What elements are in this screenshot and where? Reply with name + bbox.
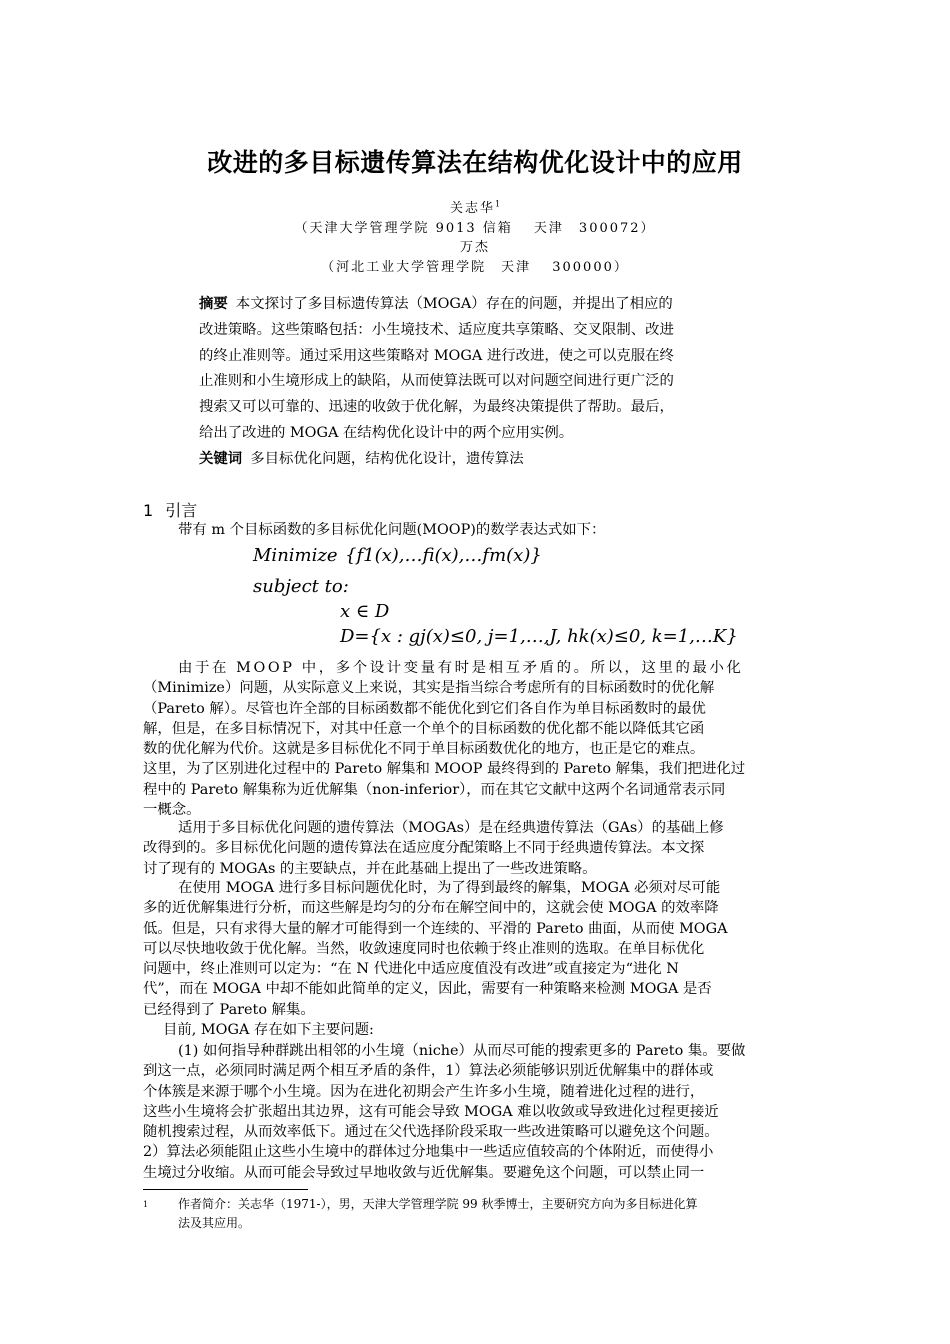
paragraph-line: 随机搜索过程，从而效率低下。通过在父代选择阶段采取一些改进策略可以避免这个问题。 [143, 1124, 719, 1141]
objective-vector: {f1(x),…fi(x),…fm(x)} [345, 545, 542, 566]
abstract-line: 改进策略。这些策略包括：小生境技术、适应度共享策略、交叉限制、改进 [199, 321, 674, 338]
keywords-label: 关键词 [199, 450, 243, 467]
paragraph-line: 程中的 Pareto 解集称为近优解集（non-inferior），而在其它文献中这两个名词通常表示同 [143, 781, 726, 798]
paragraph-line: (1) 如何指导种群跳出相邻的小生境（niche）从而尽可能的搜索更多的 Pareto 集。要做 [178, 1043, 746, 1059]
section-heading [143, 498, 197, 521]
paragraph-line: 这里，为了区别进化过程中的 Pareto 解集和 MOOP 最终得到的 Pareto 解集，我们把进化过 [143, 761, 746, 778]
equation-objectives [345, 545, 542, 566]
paragraph-line: 由于在 MOOP 中，多个设计变量有时是相互矛盾的。所以，这里的最小化 [178, 660, 744, 676]
paragraph-2 [143, 818, 811, 879]
footnote-ref: 1 [494, 199, 501, 209]
paragraph-line: （Minimize）问题，从实际意义上来说，其实是指当综合考虑所有的目标函数时的优化解 [143, 680, 715, 697]
paragraph-line: 这些小生境将会扩张超出其边界，这有可能会导致 MOGA 难以收敛或导致进化过程更接近 [143, 1103, 719, 1120]
abstract-line: 搜索又可以可靠的、迅速的收敛于优化解，为最终决策提供了帮助。最后， [199, 399, 674, 416]
equation-D-definition: D={x : gj(x)≤0, j=1,…,J, hk(x)≤0, k=1,…K} [340, 626, 738, 647]
intro-line: 带有 m 个目标函数的多目标优化问题(MOOP)的数学表达式如下： [178, 522, 606, 538]
paragraph-line: 多的近优解集进行分析，而这些解是均匀的分布在解空间中的，这就会使 MOGA 的效率降 [143, 900, 719, 917]
paragraph-line: 个体簇是来源于哪个小生境。因为在进化初期会产生许多小生境，随着进化过程的进行， [143, 1083, 705, 1100]
equation-minimize-label: Minimize [253, 545, 338, 566]
paragraph-line: 解，但是，在多目标情况下，对其中任意一个单个的目标函数的优化都不能以降低其它函 [143, 720, 705, 737]
section-intro [143, 520, 811, 540]
paragraph-line: 讨了现有的 MOGAs 的主要缺点，并在此基础上提出了一些改进策略。 [143, 860, 597, 877]
section-title: 引言 [165, 501, 198, 520]
paragraph-line: 到这一点，必须同时满足两个相互矛盾的条件，1）算法必须能够识别近优解集中的群体或 [143, 1063, 714, 1080]
abstract-line: 止准则和小生境形成上的缺陷，从而使算法既可以对问题空间进行更广泛的 [199, 373, 674, 390]
footnote [143, 1195, 811, 1233]
paragraph-line: 改得到的。多目标优化问题的遗传算法在适应度分配策略上不同于经典遗传算法。本文探 [143, 840, 705, 857]
footnote-line: 作者简介：关志华（1971-），男，天津大学管理学院 99 秋季博士，主要研究方向为多目标进化算 [178, 1197, 698, 1211]
abstract-label: 摘要 [199, 296, 228, 312]
paragraph-line: 一概念。 [143, 802, 201, 819]
paragraph-line: 生境过分收缩。从而可能会导致过早地收敛与近优解集。要避免这个问题，可以禁止同一 [143, 1164, 705, 1181]
footnote-divider [143, 1189, 308, 1190]
equation-subject-to: subject to: [253, 576, 349, 597]
section-number: 1 [143, 501, 154, 520]
footnote-line: 法及其应用。 [178, 1216, 251, 1230]
paragraph-line: 低。但是，只有求得大量的解才可能得到一个连续的、平滑的 Pareto 曲面，从而使 MOGA [143, 920, 728, 937]
paragraph-line: 目前, MOGA 存在如下主要问题: [163, 1022, 374, 1038]
paragraph-line: 2）算法必须能阻止这些小生境中的群体过分地集中一些适应值较高的个体附近，而使得小 [143, 1144, 714, 1161]
paragraph-line: 问题中，终止准则可以定为：“在 N 代进化中适应度值没有改进”或直接定为“进化 N [143, 961, 679, 978]
affiliation-1: （天津大学管理学院 9013 信箱 天津 300072） [294, 221, 656, 236]
equation-x-in-D: x ∈ D [340, 601, 390, 622]
footnote-mark: 1 [143, 1200, 149, 1209]
keywords [199, 447, 754, 473]
paragraph-line: 在使用 MOGA 进行多目标问题优化时，为了得到最终的解集，MOGA 必须对尽可能 [178, 880, 721, 896]
author-1 [0, 197, 950, 216]
abstract-line: 的终止准则等。通过采用这些策略对 MOGA 进行改进，使之可以克服在终 [199, 347, 674, 364]
paragraph-4 [143, 1020, 811, 1040]
paragraph-line: 可以尽快地收敛于优化解。当然，收敛速度同时也依赖于终止准则的选取。在单目标优化 [143, 940, 705, 957]
abstract [199, 292, 754, 473]
abstract-line: 本文探讨了多目标遗传算法（MOGA）存在的问题，并提出了相应的 [235, 296, 673, 312]
paragraph-5 [143, 1041, 811, 1183]
paragraph-line: （Pareto 解）。尽管也许全部的目标函数都不能优化到它们各自作为单目标函数时的最优 [143, 700, 706, 717]
author-1-name: 关志华 [449, 201, 495, 216]
paragraph-line: 已经得到了 Pareto 解集。 [143, 1001, 315, 1018]
abstract-line: 给出了改进的 MOGA 在结构优化设计中的两个应用实例。 [199, 424, 574, 441]
paragraph-1 [143, 658, 811, 820]
paragraph-line: 代”，而在 MOGA 中却不能如此简单的定义，因此，需要有一种策略来检测 MOGA 是否 [143, 981, 712, 998]
author-2: 万杰 [459, 240, 490, 255]
paragraph-3 [143, 878, 811, 1020]
keywords-text: 多目标优化问题，结构优化设计，遗传算法 [250, 450, 524, 467]
affiliation-2: （河北工业大学管理学院 天津 300000） [321, 260, 629, 275]
paragraph-line: 数的优化解为代价。这就是多目标优化不同于单目标函数优化的地方，也正是它的难点。 [143, 741, 705, 758]
paper-title: 改进的多目标遗传算法在结构优化设计中的应用 [207, 148, 743, 177]
paragraph-line: 适用于多目标优化问题的遗传算法（MOGAs）是在经典遗传算法（GAs）的基础上修 [178, 820, 724, 836]
